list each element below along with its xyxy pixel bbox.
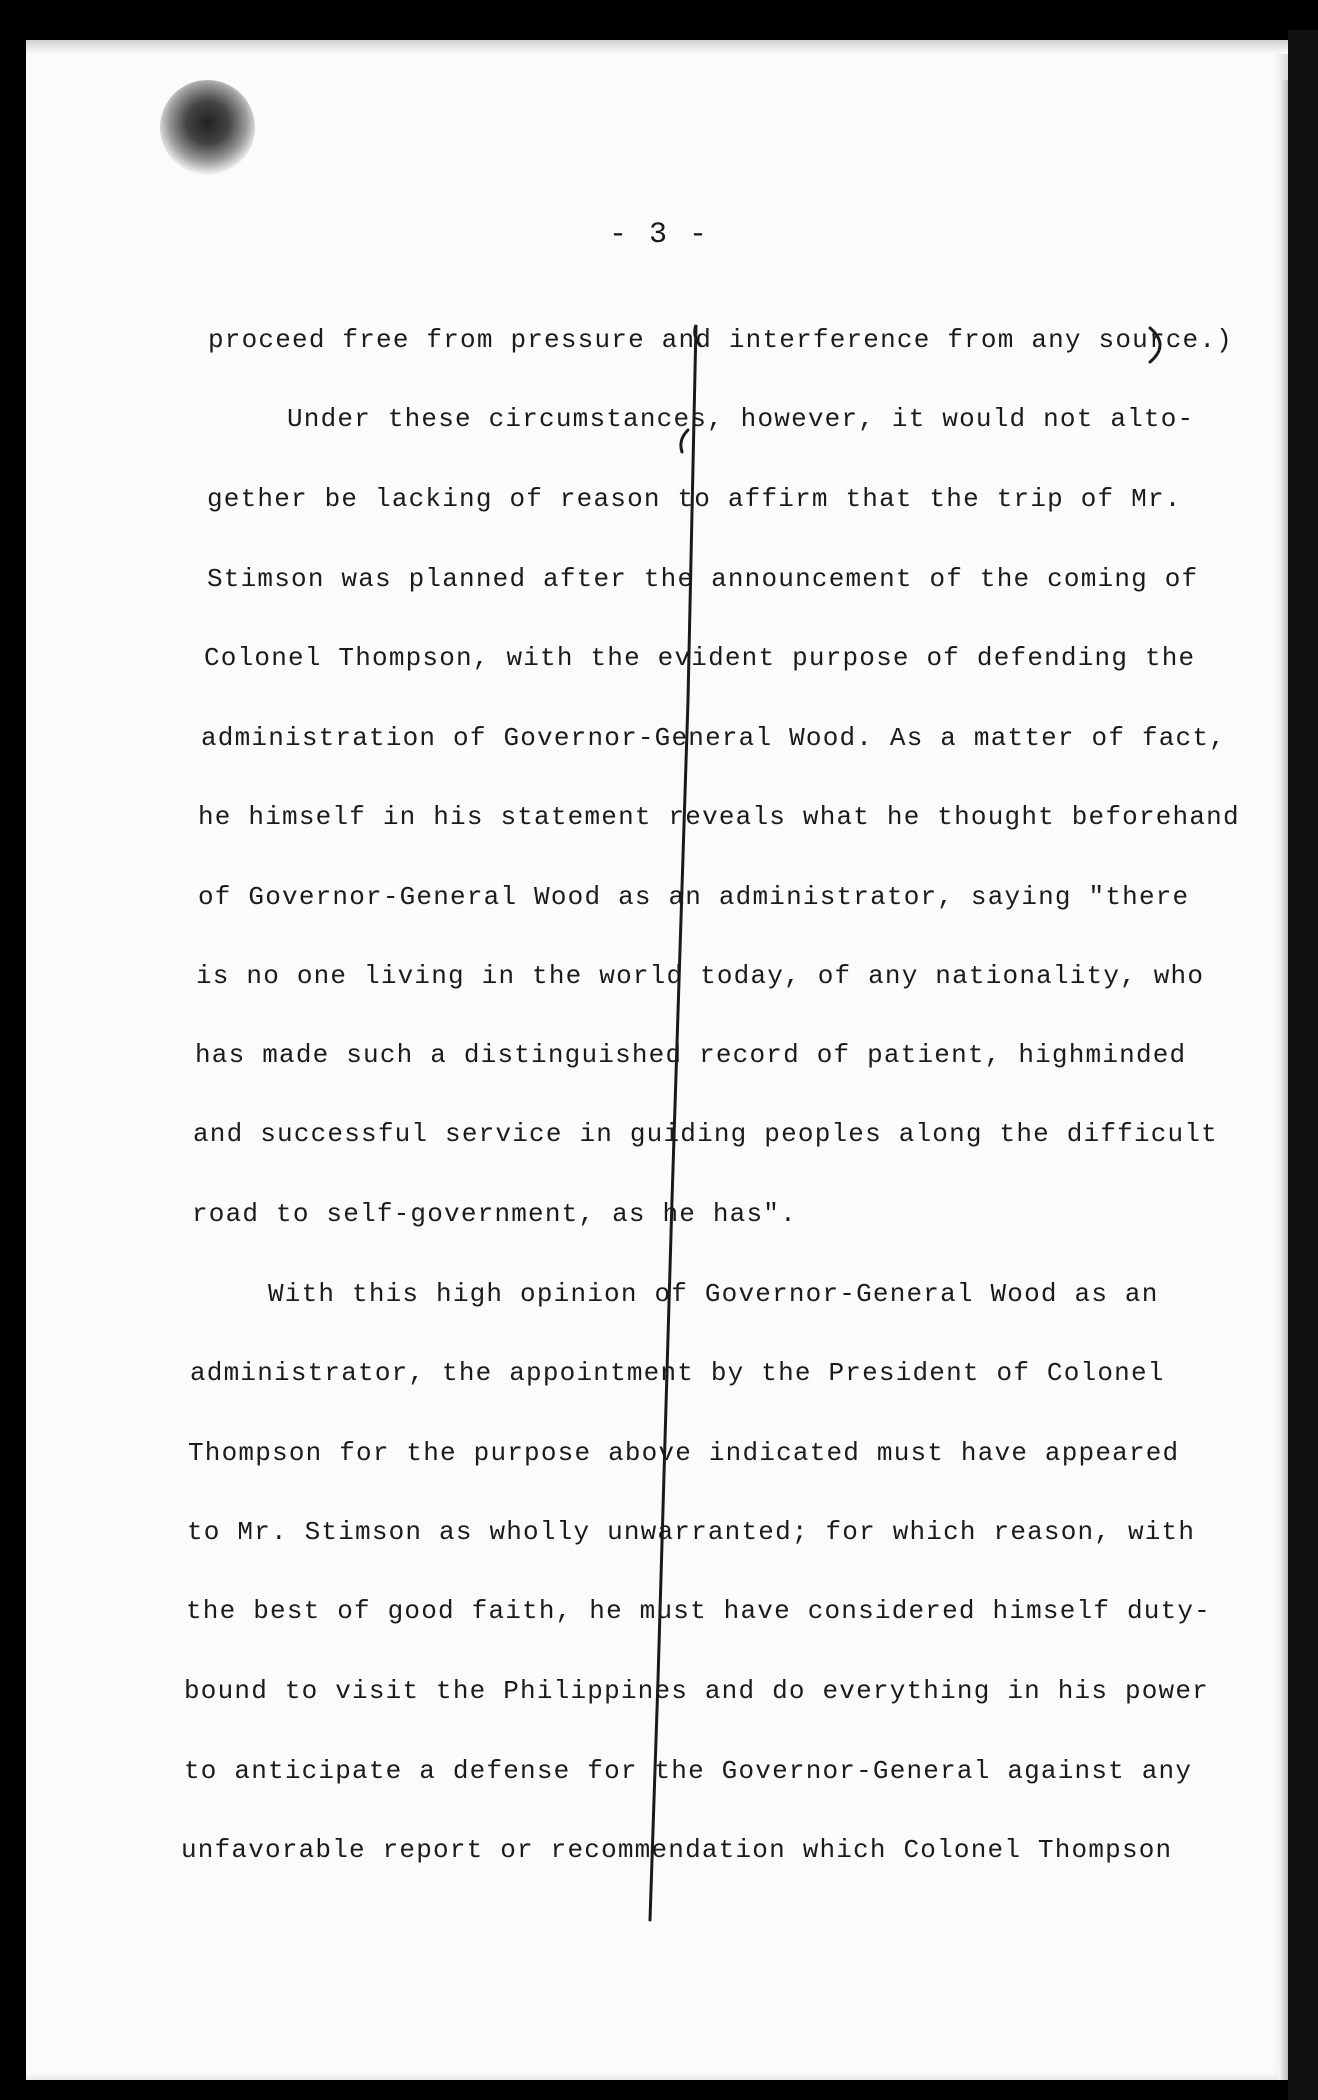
text-line: to Mr. Stimson as wholly unwarranted; for which reason, with [187,1517,1196,1547]
text-line: With this high opinion of Governor-General Wood as an [268,1279,1159,1309]
text-line: of Governor-General Wood as an administrator, saying "there [198,882,1190,912]
text-line: the best of good faith, he must have considered himself duty- [186,1596,1211,1626]
text-line: and successful service in guiding peoples along the difficult [193,1119,1218,1149]
text-line: administrator, the appointment by the President of Colonel [190,1358,1165,1388]
text-line: Colonel Thompson, with the evident purpose of defending the [204,643,1196,673]
text-line: is no one living in the world today, of any nationality, who [196,961,1205,991]
text-line: proceed free from pressure and interference from any source.) [208,325,1233,355]
text-line: Stimson was planned after the announcement of the coming of [207,564,1199,594]
text-line: administration of Governor-General Wood. As a matter of fact, [201,723,1226,753]
text-line: has made such a distinguished record of patient, highminded [195,1040,1187,1070]
text-line: bound to visit the Philippines and do everything in his power [184,1676,1209,1706]
text-line: he himself in his statement reveals what he thought beforehand [198,802,1240,832]
text-line: gether be lacking of reason to affirm that the trip of Mr. [207,484,1182,514]
text-line: to anticipate a defense for the Governor-General against any [184,1756,1193,1786]
page-number: - 3 - [608,218,709,252]
text-line: road to self-government, as he has". [192,1199,797,1229]
text-line: Thompson for the purpose above indicated must have appeared [188,1438,1180,1468]
text-line: unfavorable report or recommendation which Colonel Thompson [181,1835,1173,1865]
text-line: Under these circumstances, however, it would not alto- [287,404,1195,434]
